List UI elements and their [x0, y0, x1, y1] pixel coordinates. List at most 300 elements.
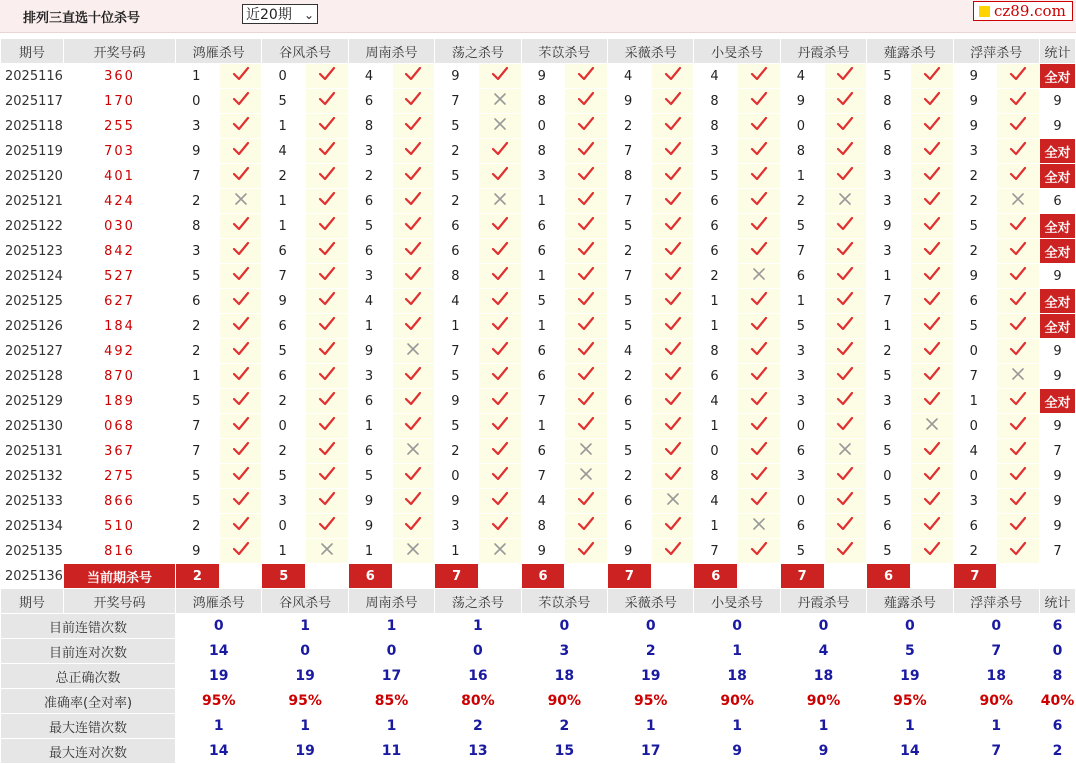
check-icon	[910, 164, 953, 189]
check-icon	[997, 264, 1040, 289]
kill-number-cell: 5	[694, 164, 738, 189]
kill-number-cell: 0	[435, 464, 479, 489]
check-icon	[910, 314, 953, 339]
stats-total: 0	[1039, 639, 1075, 664]
current-kill-number: 2	[176, 564, 220, 589]
table-row	[1, 364, 1076, 389]
column-header-expert: 小旻杀号	[694, 39, 780, 64]
check-icon	[219, 464, 262, 489]
logo-square-icon	[979, 6, 990, 17]
kill-number-cell: 2	[953, 164, 997, 189]
stats-value: 0	[435, 639, 521, 664]
check-icon	[824, 364, 867, 389]
issue-cell: 2025122	[1, 214, 64, 239]
check-icon	[478, 514, 521, 539]
check-icon	[651, 164, 694, 189]
check-icon	[738, 64, 781, 89]
check-icon	[219, 164, 262, 189]
check-icon	[997, 439, 1040, 464]
check-icon	[824, 139, 867, 164]
check-icon	[565, 364, 608, 389]
kill-number-cell: 3	[176, 114, 220, 139]
kill-number-cell: 7	[608, 139, 652, 164]
kill-number-cell: 5	[867, 539, 911, 564]
check-icon	[306, 414, 349, 439]
stats-value: 90%	[694, 689, 780, 714]
table-row	[1, 289, 1076, 314]
check-icon	[651, 139, 694, 164]
stats-value: 19	[262, 739, 348, 764]
kill-number-cell: 7	[435, 89, 479, 114]
current-kill-number: 6	[348, 564, 392, 589]
kill-number-cell: 6	[176, 289, 220, 314]
kill-number-cell: 2	[953, 239, 997, 264]
stats-value: 19	[867, 664, 953, 689]
kill-number-cell: 1	[521, 264, 565, 289]
column-header-issue: 期号	[1, 589, 64, 614]
check-icon	[651, 89, 694, 114]
current-stat-blank	[1039, 564, 1075, 589]
table-row	[1, 64, 1076, 89]
check-icon	[738, 139, 781, 164]
stats-value: 0	[953, 614, 1039, 639]
check-icon	[392, 414, 435, 439]
stats-label: 准确率(全对率)	[1, 689, 176, 714]
kill-number-cell: 5	[176, 489, 220, 514]
kill-number-cell: 9	[953, 89, 997, 114]
kill-number-cell: 7	[435, 339, 479, 364]
kill-number-cell: 1	[176, 364, 220, 389]
check-icon	[910, 514, 953, 539]
kill-number-cell: 6	[262, 364, 306, 389]
stats-total: 6	[1039, 714, 1075, 739]
check-icon	[478, 164, 521, 189]
check-icon	[392, 264, 435, 289]
stats-value: 1	[435, 614, 521, 639]
draw-number-cell: 170	[63, 89, 175, 114]
check-icon	[306, 264, 349, 289]
kill-number-cell: 4	[694, 64, 738, 89]
check-icon	[910, 239, 953, 264]
check-icon	[738, 89, 781, 114]
check-icon	[738, 489, 781, 514]
check-icon	[219, 439, 262, 464]
kill-number-cell: 9	[953, 114, 997, 139]
check-icon	[565, 139, 608, 164]
cross-icon	[306, 539, 349, 564]
draw-number-cell: 030	[63, 214, 175, 239]
check-icon	[565, 389, 608, 414]
cross-icon	[824, 189, 867, 214]
kill-number-cell: 4	[694, 389, 738, 414]
issue-cell: 2025130	[1, 414, 64, 439]
kill-number-cell: 5	[608, 439, 652, 464]
table-row	[1, 439, 1076, 464]
kill-number-cell: 8	[867, 89, 911, 114]
kill-number-cell: 1	[780, 289, 824, 314]
kill-number-cell: 1	[867, 264, 911, 289]
column-header-expert: 浮萍杀号	[953, 39, 1039, 64]
table-row	[1, 514, 1076, 539]
stats-value: 95%	[867, 689, 953, 714]
kill-number-cell: 6	[694, 214, 738, 239]
check-icon	[910, 539, 953, 564]
kill-number-cell: 5	[435, 414, 479, 439]
stats-value: 0	[521, 614, 607, 639]
kill-number-cell: 5	[435, 364, 479, 389]
check-icon	[306, 114, 349, 139]
stats-value: 17	[608, 739, 694, 764]
check-icon	[565, 239, 608, 264]
kill-number-cell: 6	[953, 289, 997, 314]
kill-number-cell: 2	[348, 164, 392, 189]
check-icon	[478, 239, 521, 264]
column-header-stat: 统计	[1039, 39, 1075, 64]
current-kill-number: 6	[694, 564, 738, 589]
stats-value: 1	[953, 714, 1039, 739]
current-kill-blank	[738, 564, 781, 589]
issue-cell: 2025126	[1, 314, 64, 339]
kill-number-cell: 6	[435, 214, 479, 239]
kill-number-cell: 5	[608, 289, 652, 314]
stats-value: 1	[262, 614, 348, 639]
kill-number-cell: 1	[867, 314, 911, 339]
check-icon	[478, 289, 521, 314]
top-bar	[0, 0, 1076, 33]
stat-cell: 9	[1039, 489, 1075, 514]
check-icon	[824, 289, 867, 314]
stats-value: 14	[176, 639, 262, 664]
check-icon	[306, 189, 349, 214]
table-row	[1, 239, 1076, 264]
check-icon	[651, 289, 694, 314]
check-icon	[651, 464, 694, 489]
stat-cell: 9	[1039, 514, 1075, 539]
draw-number-cell: 367	[63, 439, 175, 464]
draw-number-cell: 866	[63, 489, 175, 514]
kill-number-cell: 0	[780, 489, 824, 514]
site-logo[interactable]	[973, 1, 1073, 21]
cross-icon	[997, 364, 1040, 389]
check-icon	[738, 389, 781, 414]
check-icon	[392, 464, 435, 489]
kill-number-cell: 8	[694, 89, 738, 114]
stats-value: 1	[262, 714, 348, 739]
kill-number-cell: 0	[262, 414, 306, 439]
check-icon	[738, 364, 781, 389]
column-header-row	[1, 589, 1076, 614]
stats-value: 14	[176, 739, 262, 764]
kill-number-cell: 6	[521, 214, 565, 239]
current-kill-number: 5	[262, 564, 306, 589]
check-icon	[306, 439, 349, 464]
kill-number-cell: 2	[176, 514, 220, 539]
kill-number-cell: 4	[608, 339, 652, 364]
check-icon	[997, 414, 1040, 439]
stat-cell: 全对	[1039, 289, 1075, 314]
check-icon	[651, 539, 694, 564]
kill-number-cell: 6	[608, 514, 652, 539]
check-icon	[738, 414, 781, 439]
current-kill-blank	[478, 564, 521, 589]
column-header-expert: 鸿雁杀号	[176, 589, 262, 614]
stats-value: 95%	[176, 689, 262, 714]
kill-number-cell: 3	[867, 389, 911, 414]
draw-number-cell: 184	[63, 314, 175, 339]
stat-cell: 7	[1039, 439, 1075, 464]
check-icon	[651, 439, 694, 464]
kill-number-cell: 9	[262, 289, 306, 314]
stats-value: 1	[694, 639, 780, 664]
column-header-expert: 周南杀号	[348, 39, 434, 64]
stat-cell: 全对	[1039, 389, 1075, 414]
column-header-expert: 丹霞杀号	[780, 589, 866, 614]
kill-number-cell: 6	[608, 489, 652, 514]
check-icon	[910, 64, 953, 89]
stats-label: 最大连错次数	[1, 714, 176, 739]
stats-value: 7	[953, 739, 1039, 764]
stats-value: 18	[694, 664, 780, 689]
stat-cell: 全对	[1039, 239, 1075, 264]
current-kill-number: 7	[608, 564, 652, 589]
kill-number-cell: 1	[435, 539, 479, 564]
kill-number-cell: 5	[521, 289, 565, 314]
stat-cell: 9	[1039, 339, 1075, 364]
kill-number-cell: 6	[348, 439, 392, 464]
stats-value: 95%	[262, 689, 348, 714]
check-icon	[997, 389, 1040, 414]
kill-number-cell: 5	[262, 339, 306, 364]
kill-number-cell: 8	[521, 139, 565, 164]
stats-total: 6	[1039, 614, 1075, 639]
kill-number-cell: 2	[176, 189, 220, 214]
column-header-expert: 丹霞杀号	[780, 39, 866, 64]
kill-number-cell: 2	[608, 239, 652, 264]
kill-number-cell: 1	[953, 389, 997, 414]
kill-number-cell: 3	[780, 364, 824, 389]
kill-number-cell: 1	[348, 539, 392, 564]
kill-number-cell: 6	[348, 239, 392, 264]
current-kill-blank	[392, 564, 435, 589]
check-icon	[651, 189, 694, 214]
kill-number-cell: 4	[348, 289, 392, 314]
current-kill-number: 7	[953, 564, 997, 589]
issue-cell: 2025116	[1, 64, 64, 89]
check-icon	[824, 339, 867, 364]
current-issue-row	[1, 564, 1076, 589]
kill-number-cell: 1	[694, 414, 738, 439]
kill-number-cell: 7	[521, 389, 565, 414]
kill-number-cell: 4	[780, 64, 824, 89]
kill-number-cell: 1	[521, 314, 565, 339]
stats-value: 90%	[521, 689, 607, 714]
cross-icon	[738, 514, 781, 539]
column-header-stat: 统计	[1039, 589, 1075, 614]
kill-number-cell: 0	[953, 414, 997, 439]
kill-number-cell: 2	[435, 439, 479, 464]
draw-number-cell: 424	[63, 189, 175, 214]
kill-number-cell: 8	[694, 464, 738, 489]
check-icon	[565, 264, 608, 289]
check-icon	[392, 239, 435, 264]
check-icon	[824, 314, 867, 339]
issue-cell: 2025123	[1, 239, 64, 264]
draw-number-cell: 360	[63, 64, 175, 89]
kill-number-cell: 3	[348, 364, 392, 389]
check-icon	[478, 364, 521, 389]
period-select[interactable]	[242, 4, 318, 24]
kill-number-cell: 5	[176, 464, 220, 489]
kill-number-cell: 4	[348, 64, 392, 89]
draw-number-cell: 492	[63, 339, 175, 364]
column-header-expert: 芣苡杀号	[521, 39, 607, 64]
kill-number-cell: 1	[262, 189, 306, 214]
kill-number-cell: 2	[608, 464, 652, 489]
check-icon	[824, 239, 867, 264]
column-header-expert: 鸿雁杀号	[176, 39, 262, 64]
kill-number-cell: 6	[521, 339, 565, 364]
kill-number-cell: 4	[262, 139, 306, 164]
kill-number-cell: 2	[176, 314, 220, 339]
issue-cell: 2025132	[1, 464, 64, 489]
check-icon	[306, 139, 349, 164]
kill-number-cell: 1	[694, 314, 738, 339]
check-icon	[565, 289, 608, 314]
kill-number-cell: 4	[521, 489, 565, 514]
kill-number-cell: 8	[521, 514, 565, 539]
check-icon	[219, 214, 262, 239]
kill-number-cell: 6	[780, 439, 824, 464]
current-kill-blank	[824, 564, 867, 589]
kill-number-cell: 2	[694, 264, 738, 289]
check-icon	[392, 489, 435, 514]
stats-value: 1	[867, 714, 953, 739]
kill-number-cell: 5	[176, 389, 220, 414]
column-header-issue: 期号	[1, 39, 64, 64]
kill-number-cell: 3	[521, 164, 565, 189]
stats-value: 1	[176, 714, 262, 739]
kill-number-cell: 6	[348, 389, 392, 414]
check-icon	[997, 314, 1040, 339]
stats-value: 19	[262, 664, 348, 689]
check-icon	[824, 414, 867, 439]
check-icon	[651, 389, 694, 414]
stats-value: 19	[176, 664, 262, 689]
check-icon	[651, 114, 694, 139]
check-icon	[738, 439, 781, 464]
stats-value: 9	[694, 739, 780, 764]
kill-number-cell: 2	[262, 389, 306, 414]
check-icon	[306, 214, 349, 239]
table-row	[1, 339, 1076, 364]
check-icon	[651, 64, 694, 89]
stats-label: 总正确次数	[1, 664, 176, 689]
stat-cell: 全对	[1039, 314, 1075, 339]
cross-icon	[651, 489, 694, 514]
draw-number-cell: 189	[63, 389, 175, 414]
check-icon	[910, 339, 953, 364]
kill-number-cell: 9	[953, 264, 997, 289]
kill-number-cell: 1	[348, 314, 392, 339]
check-icon	[738, 464, 781, 489]
column-header-expert: 谷风杀号	[262, 589, 348, 614]
stat-cell: 全对	[1039, 139, 1075, 164]
kill-number-cell: 9	[867, 214, 911, 239]
cross-icon	[997, 189, 1040, 214]
kill-number-cell: 9	[348, 514, 392, 539]
check-icon	[565, 539, 608, 564]
check-icon	[392, 514, 435, 539]
kill-number-cell: 9	[348, 339, 392, 364]
issue-cell: 2025135	[1, 539, 64, 564]
stats-value: 80%	[435, 689, 521, 714]
column-header-expert: 谷风杀号	[262, 39, 348, 64]
draw-number-cell: 816	[63, 539, 175, 564]
kill-number-cell: 5	[867, 439, 911, 464]
stats-value: 90%	[953, 689, 1039, 714]
draw-number-cell: 401	[63, 164, 175, 189]
kill-number-cell: 1	[262, 539, 306, 564]
cross-icon	[565, 464, 608, 489]
check-icon	[392, 389, 435, 414]
kill-number-cell: 5	[435, 114, 479, 139]
table-row	[1, 264, 1076, 289]
kill-number-cell: 7	[953, 364, 997, 389]
kill-number-cell: 2	[176, 339, 220, 364]
kill-number-cell: 3	[435, 514, 479, 539]
check-icon	[478, 264, 521, 289]
current-kill-blank	[565, 564, 608, 589]
kill-number-cell: 8	[435, 264, 479, 289]
kill-number-cell: 2	[262, 439, 306, 464]
cross-icon	[478, 89, 521, 114]
kill-number-cell: 6	[348, 189, 392, 214]
kill-number-cell: 7	[608, 189, 652, 214]
issue-cell: 2025119	[1, 139, 64, 164]
kill-number-cell: 3	[780, 339, 824, 364]
kill-number-cell: 9	[521, 64, 565, 89]
kill-number-cell: 0	[521, 114, 565, 139]
kill-number-cell: 9	[435, 389, 479, 414]
current-kill-blank	[306, 564, 349, 589]
check-icon	[651, 314, 694, 339]
check-icon	[392, 189, 435, 214]
kill-number-cell: 3	[867, 164, 911, 189]
table-row	[1, 314, 1076, 339]
check-icon	[478, 464, 521, 489]
check-icon	[219, 114, 262, 139]
check-icon	[306, 239, 349, 264]
kill-number-cell: 6	[521, 239, 565, 264]
check-icon	[651, 239, 694, 264]
check-icon	[478, 339, 521, 364]
check-icon	[738, 314, 781, 339]
issue-cell: 2025134	[1, 514, 64, 539]
kill-number-cell: 9	[608, 539, 652, 564]
check-icon	[219, 414, 262, 439]
kill-number-cell: 8	[694, 339, 738, 364]
stats-value: 1	[608, 714, 694, 739]
kill-number-cell: 5	[262, 89, 306, 114]
kill-number-cell: 9	[435, 489, 479, 514]
check-icon	[997, 214, 1040, 239]
draw-number-cell: 068	[63, 414, 175, 439]
table-row	[1, 89, 1076, 114]
kill-number-cell: 6	[694, 239, 738, 264]
check-icon	[824, 214, 867, 239]
cross-icon	[565, 439, 608, 464]
draw-number-cell: 870	[63, 364, 175, 389]
